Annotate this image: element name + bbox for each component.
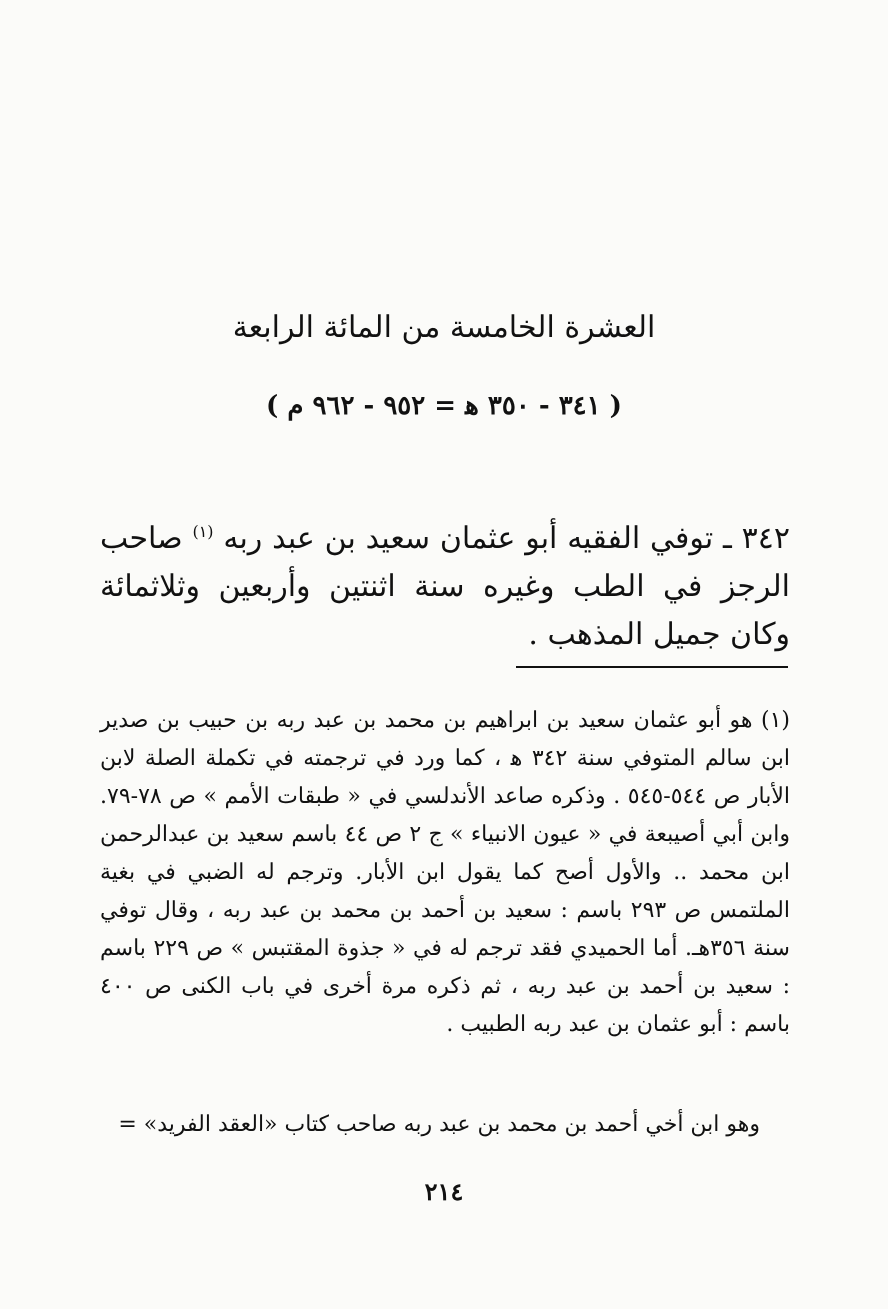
- footnote-separator-rule: [516, 666, 788, 668]
- page-number: ٢١٤: [424, 1177, 464, 1206]
- footnote-text: (١) هو أبو عثمان سعيد بن ابراهيم بن محمد بن عبد ربه بن حبيب بن صدير ابن سالم المتوفي سنة ٣٤٢ ﻫ ، كما ورد في ترجمته في تكملة الصلة لابن الأبار ص ٥٤٤-٥٤٥ . وذكره صاعد الأندلسي في « طبقات الأمم » ص ٧٨-٧٩. وابن أبي أصيبعة في « عيون الانبياء » ج ٢ ص ٤٤ باسم سعيد بن عبدالرحمن ابن محمد .. والأول أصح كما يقول ابن الأبار. وترجم له الضبي في بغية الملتمس ص ٢٩٣ باسم : سعيد بن أحمد بن محمد بن عبد ربه ، وقال توفي سنة ٣٥٦هـ. أما الحميدي فقد ترجم له في « جذوة المقتبس » ص ٢٢٩ باسم : سعيد بن أحمد بن عبد ربه ، ثم ذكره مرة أخرى في باب الكنى ص ٤٠٠ باسم : أبو عثمان بن عبد ربه الطبيب .: [100, 708, 791, 1037]
- entry-text-after-ref: صاحب الرجز في الطب وغيره سنة اثنتين وأربعين وثلاثمائة وكان جميل المذهب .: [100, 521, 790, 652]
- date-range-heading: ( ٣٤١ - ٣٥٠ ﻫ = ٩٥٢ - ٩٦٢ م ): [266, 391, 622, 421]
- footnote-reference-marker: (١): [192, 522, 214, 541]
- entry-paragraph: [100, 515, 790, 659]
- section-title: العشرة الخامسة من المائة الرابعة: [232, 310, 656, 345]
- entry-text-before-ref: ٣٤٢ ـ توفي الفقيه أبو عثمان سعيد بن عبد ربه: [223, 521, 790, 556]
- footnote-continuation: وهو ابن أخي أحمد بن محمد بن عبد ربه صاحب كتاب «العقد الفريد» =: [118, 1112, 760, 1137]
